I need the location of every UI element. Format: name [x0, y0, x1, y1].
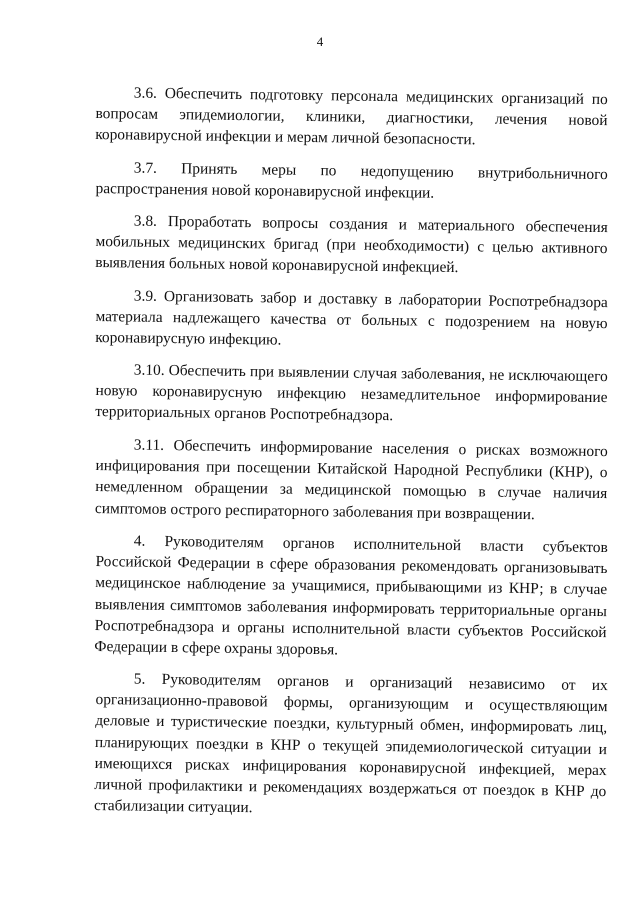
paragraph-3-7: 3.7. Принять меры по недопущению внутрибольничного распространения новой коронавирусной инфекции.: [95, 159, 608, 202]
paragraph-5: 5. Руководителям органов и организаций независимо от их организационно-правовой формы, организующим и осуществляющим деловые и туристические поездки, культурный обмен, информировать лиц, планирующих поездки в КНР о текущей эпидемиологической ситуации и имеющихся рисках инфицирования коронавирусной инфекцией, мерах личной профилактики и рекомендациях воздержаться от поездок в КНР до стабилизации ситуации.: [93, 670, 608, 817]
paragraph-3-9: 3.9. Организовать забор и доставку в лаборатории Роспотребнадзора материала надлежащего качества от больных с подозрением на новую коронавирусную инфекцию.: [95, 287, 608, 349]
paragraph-3-6: 3.6. Обеспечить подготовку персонала медицинских организаций по вопросам эпидемиологии, клиники, диагностики, лечения новой коронавирусной инфекции и мерам личной безопасности.: [95, 84, 608, 149]
paragraph-3-10: 3.10. Обеспечить при выявлении случая заболевания, не исключающего новую коронавирусную инфекцию незамедлительное информирование территориальных органов Роспотребнадзора.: [95, 361, 608, 425]
paragraph-3-8: 3.8. Проработать вопросы создания и материального обеспечения мобильных медицинских бригад (при необходимости) с целью активного выявления больных новой коронавирусной инфекцией.: [95, 212, 608, 277]
paragraph-3-11: 3.11. Обеспечить информирование населения о рисках возможного инфицирования при посещении Китайской Народной Республики (КНР), о немедленном обращении за медицинской помощью в случае наличия симптомов острого респираторного заболевания при возвращении.: [94, 436, 608, 523]
paragraph-4: 4. Руководителям органов исполнительной власти субъектов Российской Федерации в сфере образования рекомендовать организовывать медицинское наблюдение за учащимися, прибывающими из КНР; в случае выявления симптомов заболевания информировать территориальные органы Роспотребнадзора и органы исполнительной власти субъектов Российской Федерации в сфере охраны здоровья.: [94, 532, 608, 659]
page-number: 4: [316, 34, 324, 49]
document-body: [93, 82, 608, 827]
